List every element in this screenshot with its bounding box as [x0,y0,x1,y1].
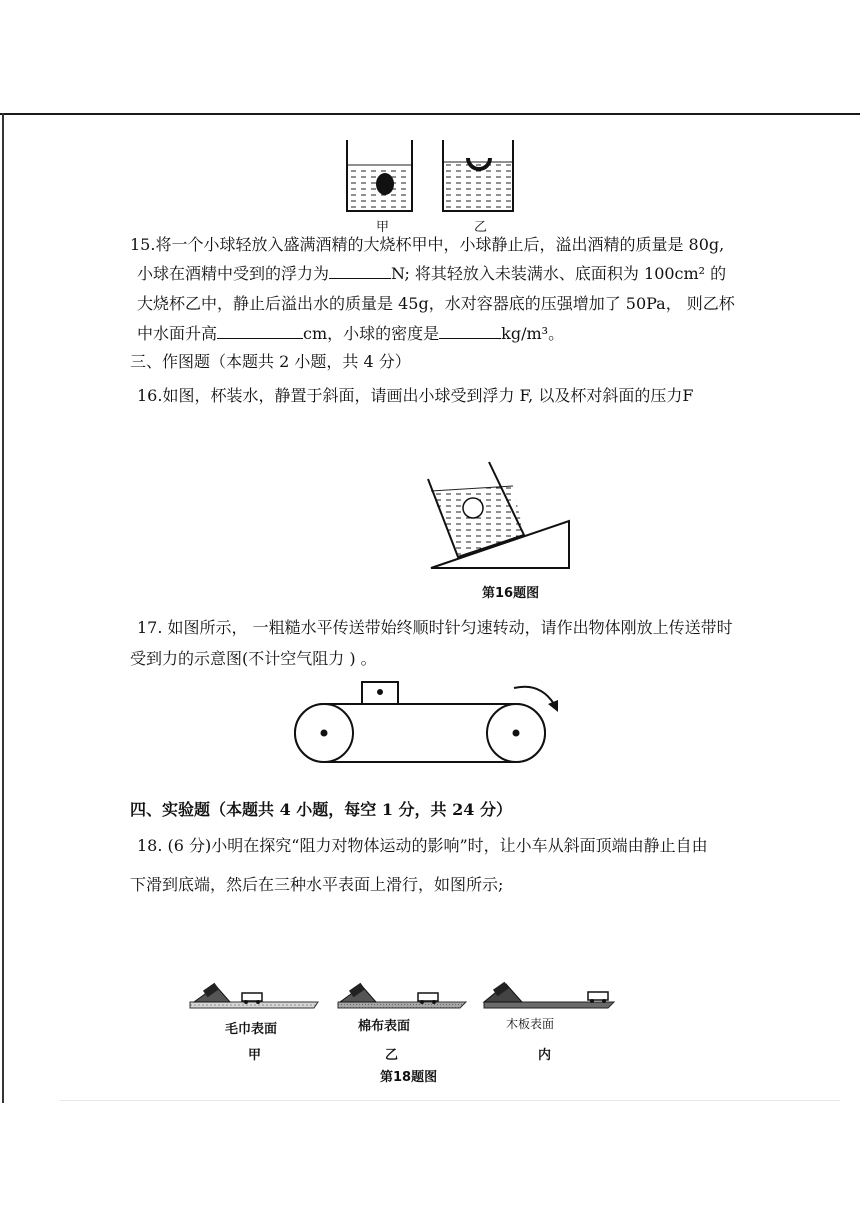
q15-beakers-figure [340,138,530,218]
q18-line-1: 18. (6 分)小明在探究“阻力对物体运动的影响”时，让小车从斜面顶端由静止自由 [137,836,708,855]
q15-blank-buoyancy[interactable] [329,264,391,279]
q15-line-4-b: cm，小球的密度是 [303,324,440,343]
q15-blank-height[interactable] [217,324,303,339]
q17-line-2: 受到力的示意图(不计空气阻力 ) 。 [130,649,377,668]
ball-jia [376,173,394,195]
q15-label-yi: 乙 [474,220,488,235]
section-4-heading: 四、实验题（本题共 4 小题，每空 1 分，共 24 分） [130,800,512,819]
q15-label-jia: 甲 [376,220,390,235]
q18-label-jia: 甲 [248,1048,262,1063]
q15-line-4-c: kg/m³。 [501,324,565,343]
q18-surface-1-label: 毛巾表面 [225,1022,278,1037]
q18-line-2: 下滑到底端，然后在三种水平表面上滑行，如图所示; [130,875,504,894]
q18-surface-3-label: 木板表面 [506,1017,555,1031]
q18-caption: 第18题图 [380,1070,438,1085]
q15-line-2-a: 小球在酒精中受到的浮力为 [137,264,330,283]
beaker-yi [443,140,513,211]
beaker-jia [347,140,412,211]
ball-q16 [463,498,483,518]
q16-caption: 第16题图 [482,586,540,601]
q18-surfaces-figure [190,976,620,1012]
q15-line-1: 15.将一个小球轻放入盛满酒精的大烧杯甲中，小球静止后，溢出酒精的质量是 80g, [130,235,725,254]
setup-cotton [338,983,466,1008]
q17-line-1: 17. 如图所示， 一粗糙水平传送带始终顺时针匀速转动，请作出物体刚放上传送带时 [137,618,733,637]
q15-blank-density[interactable] [439,324,501,339]
q16-incline-figure [425,455,575,575]
q15-line-4-a: 中水面升高 [137,324,218,343]
q18-label-bing: 内 [538,1048,552,1063]
q18-label-yi: 乙 [385,1048,399,1063]
q15-line-4 [137,323,564,345]
page-bottom-edge [60,1100,840,1101]
clockwise-arrow-icon [514,687,554,704]
q16-text: 16.如图，杯装水，静置于斜面，请画出小球受到浮力 F, 以及杯对斜面的压力F [137,386,694,405]
q17-conveyor-figure [292,676,562,766]
page-left-border [2,113,4,1103]
q15-line-3: 大烧杯乙中，静止后溢出水的质量是 45g，水对容器底的压强增加了 50Pa， 则乙杯 [137,294,735,313]
setup-towel [190,983,318,1008]
q18-surface-2-label: 棉布表面 [358,1019,411,1034]
setup-wood [484,982,614,1008]
page-top-border [0,113,860,115]
section-3-heading: 三、作图题（本题共 2 小题，共 4 分） [130,352,411,371]
q15-line-2 [137,263,726,285]
q15-line-2-b: N; 将其轻放入未装满水、底面积为 100cm² 的 [391,264,727,283]
